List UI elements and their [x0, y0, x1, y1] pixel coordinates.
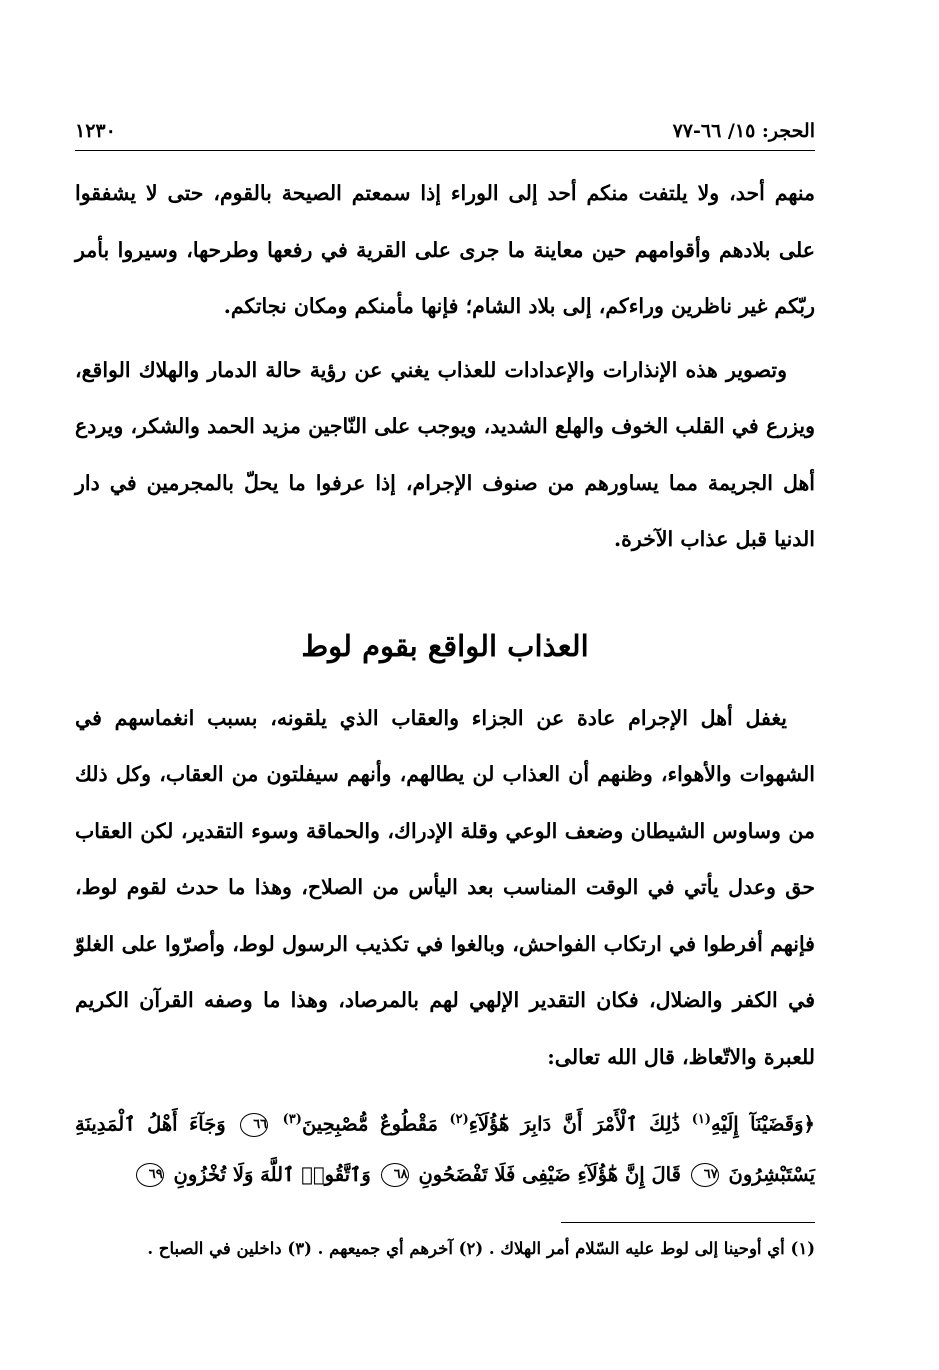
paragraph-3: يغفل أهل الإجرام عادة عن الجزاء والعقاب الذي يلقونه، بسبب انغماسهم في الشهوات والأهواء، وظنهم أن العذاب لن يطالهم، وأنهم سيفلتون من العقاب، وكل ذلك من وساوس الشيطان وضعف الوعي وقلة الإدراك، والحماقة وسوء التقدير، لكن العقاب حق وعدل يأتي في الوقت المناسب بعد اليأس من الصلاح، وهذا ما حدث لقوم لوط، فإنهم أفرطوا في ارتكاب الفواحش، وبالغوا في تكذيب الرسول لوط، وأصرّوا على الغلوّ في الكفر والضلال، فكان التقدير الإلهي لهم بالمرصاد، وهذا ما وصفه القرآن الكريم للعبرة والاتّعاظ، قال الله تعالى: [75, 705, 815, 1069]
verse-66-part-3: مَقْطُوعٌ مُّصْبِحِينَ [301, 1112, 438, 1136]
footnotes: (١) أي أوحينا إلى لوط عليه السّلام أمر الهلاك . (٢) آخرهم أي جميعهم . (٣) داخلين في الصباح . [147, 1238, 815, 1258]
footnote-ref-2: (٢) [449, 1112, 469, 1127]
ayah-marker-67: ٦٧ [691, 1163, 719, 1187]
quran-verses [75, 1095, 815, 1200]
verse-69: وَٱتَّقُوا۟ ٱللَّهَ وَلَا تُخْزُونِ [173, 1162, 371, 1186]
verse-67: وَجَآءَ أَهْلُ ٱلْمَدِينَةِ يَسْتَبْشِرُونَ [75, 1112, 815, 1186]
verse-68: قَالَ إِنَّ هَٰٓؤُلَآءِ ضَيْفِى فَلَا تَفْضَحُونِ [418, 1162, 681, 1186]
footnote-ref-3: (٣) [282, 1112, 302, 1127]
open-bracket: ﴿ [803, 1112, 815, 1136]
book-page [75, 108, 815, 1308]
page-number: ١٢٣٠ [75, 120, 116, 142]
ayah-marker-69: ٦٩ [136, 1163, 164, 1187]
ayah-marker-66: ٦٦ [240, 1113, 268, 1137]
running-header [75, 108, 815, 142]
header-rule [75, 150, 815, 151]
ayah-marker-68: ٦٨ [381, 1163, 409, 1187]
section-heading: العذاب الواقع بقوم لوط [301, 628, 589, 663]
footnote-rule [561, 1222, 815, 1223]
footnote-ref-1: (١) [691, 1112, 711, 1127]
paragraph-1: منهم أحد، ولا يلتفت منكم أحد إلى الوراء إذا سمعتم الصيحة بالقوم، حتى لا يشفقوا على بلادهم وأقوامهم حين معاينة ما جرى على القرية في رفعها وطرحها، وسيروا بأمر ربّكم غير ناظرين وراءكم، إلى بلاد الشام؛ فإنها مأمنكم ومكان نجاتكم. [75, 181, 815, 318]
paragraph-2: وتصوير هذه الإنذارات والإعدادات للعذاب يغني عن رؤية حالة الدمار والهلاك الواقع، ويزرع في القلب الخوف والهلع الشديد، ويوجب على النّاجين مزيد الحمد والشكر، ويردع أهل الجريمة مما يساورهم من صنوف الإجرام، إذا عرفوا ما يحلّ بالمجرمين في دار الدنيا قبل عذاب الآخرة. [75, 357, 815, 551]
verse-66-part-2: ذَٰلِكَ ٱلْأَمْرَ أَنَّ دَابِرَ هَٰٓؤُلَآءِ [468, 1112, 681, 1136]
surah-reference: الحجر: ١٥/ ٦٦-٧٧ [672, 120, 815, 142]
verse-66-part-1: وَقَضَيْنَآ إِلَيْهِ [710, 1112, 804, 1136]
